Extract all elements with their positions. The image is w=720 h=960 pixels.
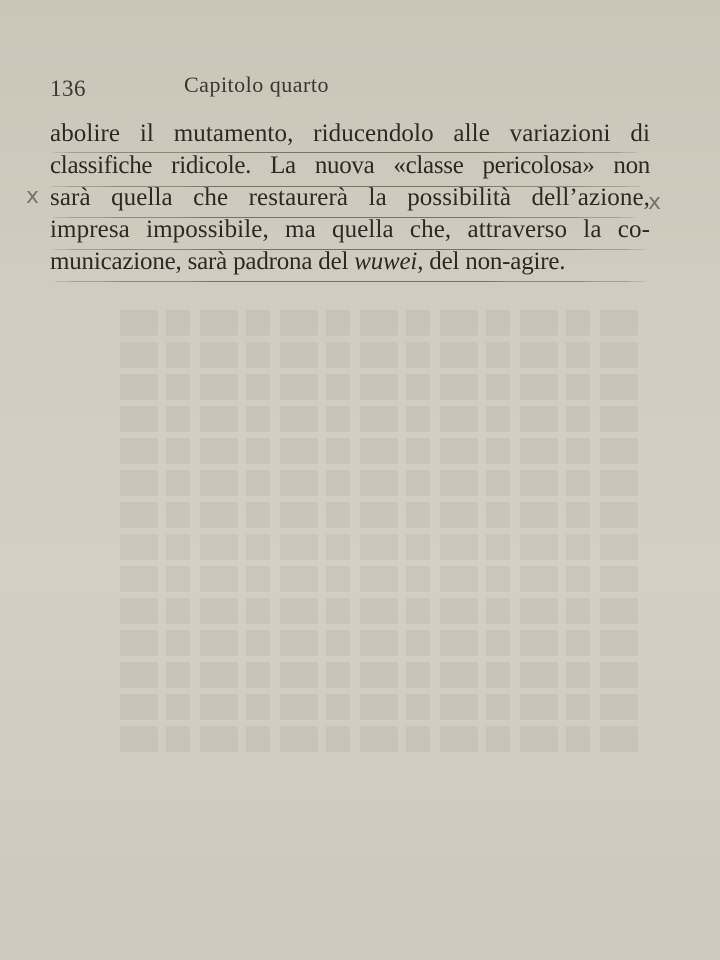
text-line-4 xyxy=(50,214,650,246)
text-line-4-content: impresa impossibile, ma quella che, attraverso la co- xyxy=(50,216,650,243)
running-head: Capitolo quarto xyxy=(184,72,329,97)
text-line-2 xyxy=(50,150,650,182)
italic-term: wuwei xyxy=(354,248,418,275)
text-line-1 xyxy=(50,118,650,150)
text-line-2-content: classifiche ridicole. La nuova «classe pericolosa» non xyxy=(50,152,650,179)
show-through-text xyxy=(120,310,640,830)
pencil-x-mark-right: x xyxy=(648,190,662,215)
page-number: 136 xyxy=(50,76,86,101)
text-line-3 xyxy=(50,182,650,214)
page-header xyxy=(50,70,670,104)
text-line-5-end: , del non-agire. xyxy=(417,248,566,275)
text-line-1-content: abolire il mutamento, riducendolo alle variazioni di xyxy=(50,120,650,147)
text-line-5-start: municazione, sarà padrona del xyxy=(50,248,355,275)
body-paragraph xyxy=(50,118,650,278)
pencil-underline xyxy=(52,281,648,282)
text-line-3-content: sarà quella che restaurerà la possibilità dell’azione, xyxy=(50,184,650,211)
text-line-5 xyxy=(50,246,650,278)
pencil-x-mark-left: x xyxy=(26,184,40,209)
